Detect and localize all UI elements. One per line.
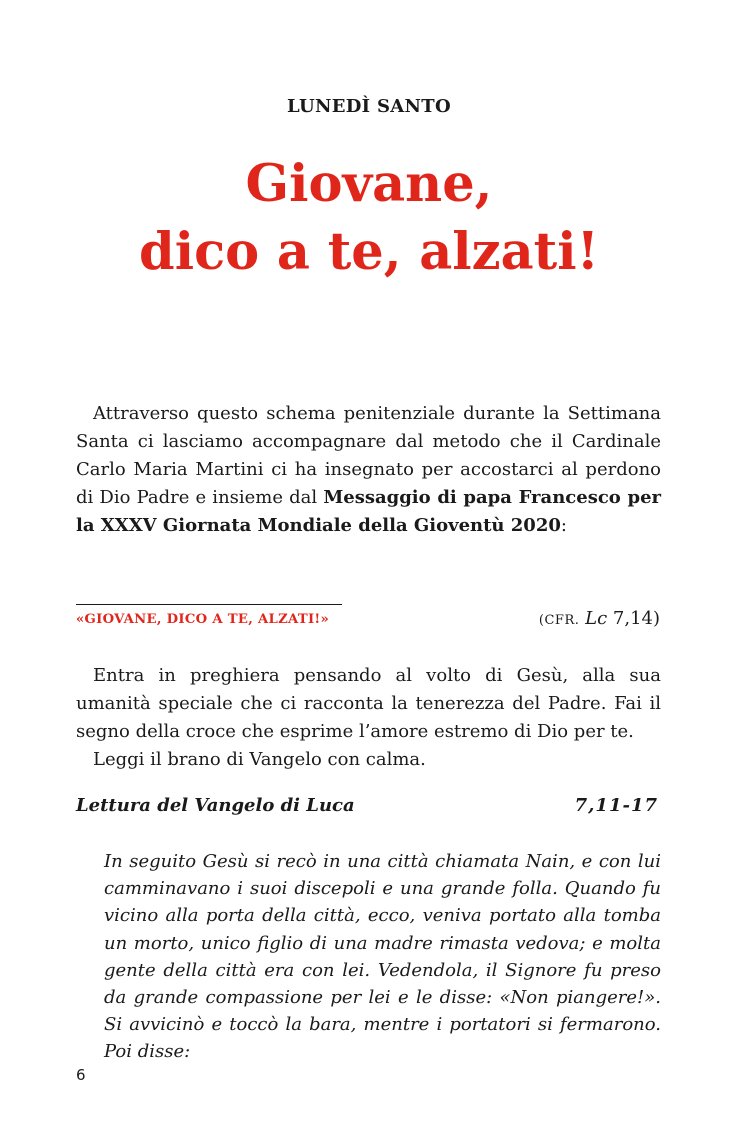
- page-title: [0, 150, 738, 286]
- instruction-paragraph: Entra in preghiera pensando al volto di Gesù, alla sua umanità speciale che ci racconta la tenerezza del Padre. Fai il segno della croce che esprime l’amore estremo di Dio per te.: [76, 665, 661, 742]
- intro-colon: :: [560, 515, 567, 536]
- page-number: 6: [76, 1066, 86, 1084]
- reading-title: Lettura del Vangelo di Luca: [76, 795, 355, 816]
- section-divider: [76, 604, 342, 605]
- intro-paragraph: [76, 400, 661, 540]
- reading-reference: 7,11-17: [574, 795, 658, 816]
- reference-verse: 7,14): [612, 608, 660, 629]
- reference-book: Lc: [585, 608, 608, 629]
- section-kicker: LUNEDÌ SANTO: [287, 96, 451, 117]
- intro-bold-message: Messaggio di papa Francesco per la XXXV Giornata Mondiale della Gioventù 2020: [76, 487, 662, 536]
- intro-text: Attraverso questo schema penitenziale durante la Settimana Santa ci lasciamo accompagnare dal metodo che il Cardinale Carlo Maria Martini ci ha insegnato per accostarci al perdono di Dio Padre e insieme dal: [76, 403, 661, 508]
- section-reference: [539, 608, 660, 629]
- page-title-line-2: dico a te, alzati!: [139, 222, 599, 282]
- section-heading: «GIOVANE, DICO A TE, ALZATI!»: [76, 612, 330, 627]
- reference-prefix: (CFR.: [538, 613, 580, 628]
- page-title-line-1: Giovane,: [245, 154, 493, 214]
- instruction-paragraph-2: Leggi il brano di Vangelo con calma.: [93, 749, 426, 770]
- gospel-text: In seguito Gesù si recò in una città chiamata Nain, e con lui camminavano i suoi discepoli e una grande folla. Quando fu vicino alla porta della città, ecco, veniva portato alla tomba un morto, unico figlio di una madre rimasta vedova; e molta gente della città era con lei. Vedendola, il Signore fu preso da grande compassione per lei e le disse: «Non piangere!». Si avvicinò e toccò la bara, mentre i portatori si fermarono. Poi disse:: [104, 851, 661, 1063]
